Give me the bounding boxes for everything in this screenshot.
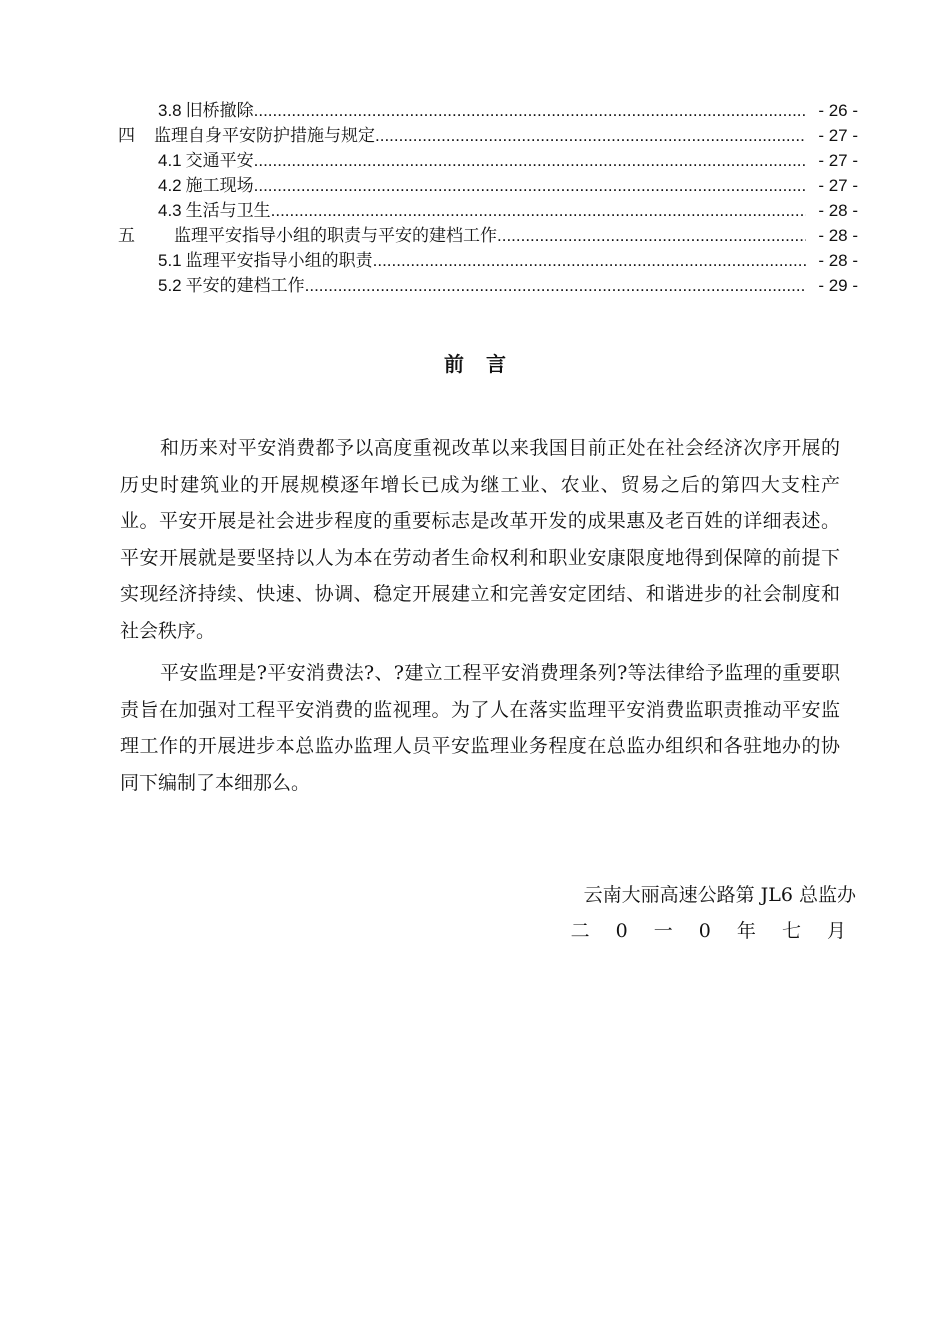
signature-date: 二 0 一 0 年 七 月 (570, 920, 856, 942)
toc-entry-page: - 28 - (806, 198, 858, 223)
toc-entry-title: 生活与卫生 (185, 201, 271, 221)
toc-entry-number: 4.2 (158, 176, 182, 195)
toc-chapter-numeral: 五 (118, 226, 135, 246)
table-of-contents (118, 98, 858, 298)
signature-organization: 云南大丽高速公路第 JL6 总监办 (583, 884, 856, 906)
toc-entry-number: 4.1 (158, 151, 182, 170)
toc-entry-page: - 27 - (806, 123, 858, 148)
toc-entry[interactable] (118, 123, 858, 148)
toc-entry[interactable] (118, 223, 858, 248)
toc-entry-page: - 29 - (806, 273, 858, 298)
toc-entry-title: 平安的建档工作 (185, 276, 305, 296)
toc-entry-title: 施工现场 (185, 176, 254, 196)
preface-heading: 前言 (444, 352, 528, 376)
toc-entry[interactable] (118, 173, 858, 198)
toc-entry[interactable] (118, 273, 858, 298)
toc-entry-page: - 27 - (806, 173, 858, 198)
toc-entry[interactable] (118, 248, 858, 273)
toc-entry-page: - 26 - (806, 98, 858, 123)
toc-entry-title: 监理平安指导小组的职责 (185, 251, 373, 271)
toc-entry[interactable] (118, 198, 858, 223)
toc-chapter-numeral: 四 (118, 126, 135, 146)
toc-entry-title: 监理平安指导小组的职责与平安的建档工作 (174, 226, 497, 246)
toc-entry[interactable] (118, 98, 858, 123)
preface-paragraph (120, 430, 840, 649)
toc-entry-title: 交通平安 (185, 151, 254, 171)
toc-entry-title: 监理自身平安防护措施与规定 (154, 126, 375, 146)
toc-entry[interactable] (118, 148, 858, 173)
preface-paragraph-text: 平安监理是?平安消费法?、?建立工程平安消费理条列?等法律给予监理的重要职责旨在加强对工程平安消费的监视理。为了人在落实监理平安消费监职责推动平安监理工作的开展进步本总监办监理人员平安监理业务程度在总监办组织和各驻地办的协同下编制了本细那么。 (120, 662, 840, 794)
toc-entry-title: 旧桥撤除 (185, 101, 254, 121)
toc-entry-page: - 27 - (806, 148, 858, 173)
preface-paragraph-text: 和历来对平安消费都予以高度重视改革以来我国目前正处在社会经济次序开展的历史时建筑业的开展规模逐年增长已成为继工业、农业、贸易之后的第四大支柱产业。平安开展是社会进步程度的重要标志是改革开发的成果惠及老百姓的详细表述。平安开展就是要坚持以人为本在劳动者生命权利和职业安康限度地得到保障的前提下实现经济持续、快速、协调、稳定开展建立和完善安定团结、和谐进步的社会制度和社会秩序。 (120, 437, 840, 642)
preface-paragraph (120, 655, 840, 801)
toc-entry-number: 5.1 (158, 251, 182, 270)
toc-entry-number: 4.3 (158, 201, 182, 220)
toc-entry-number: 3.8 (158, 101, 182, 120)
toc-entry-page: - 28 - (806, 248, 858, 273)
toc-entry-number: 5.2 (158, 276, 182, 295)
toc-entry-page: - 28 - (806, 223, 858, 248)
